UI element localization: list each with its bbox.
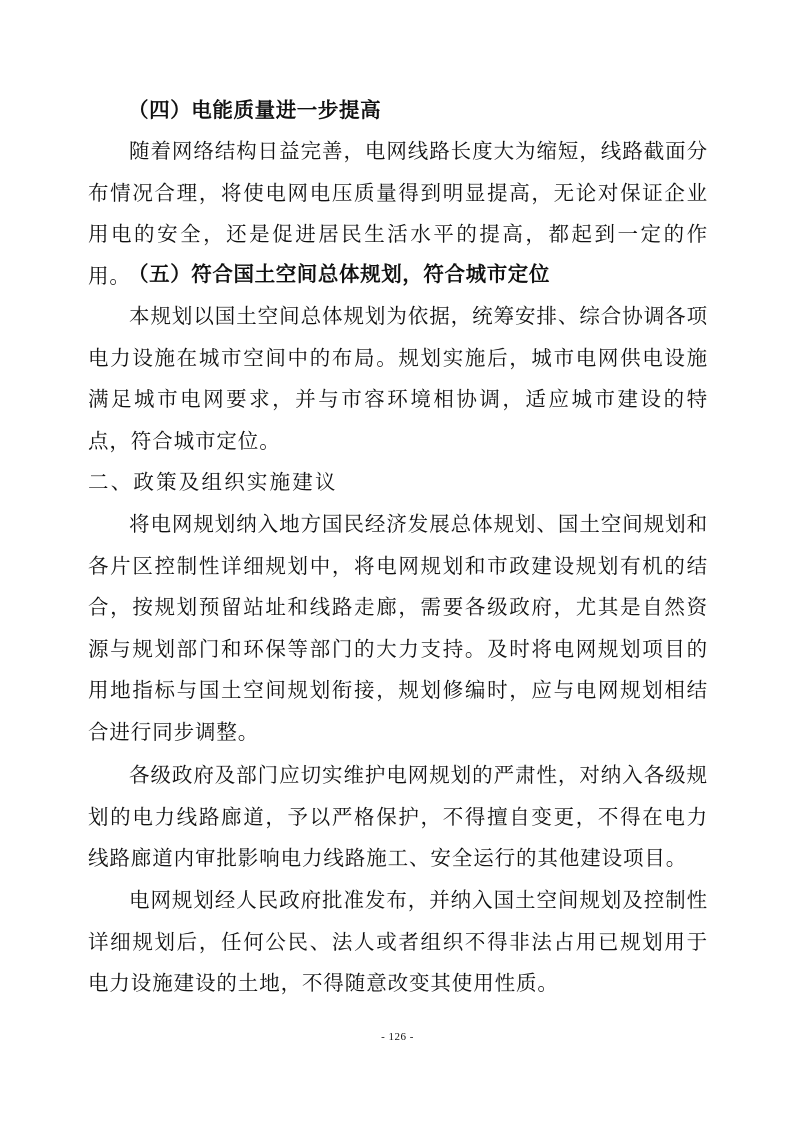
paragraph-power-quality: 随着网络结构日益完善，电网线路长度大为缩短，线路截面分布情况合理，将使电网电压质量得到明显提高，无论对保证企业用电的安全，还是促进居民生活水平的提高，都起到一定的作用。 xyxy=(88,139,708,288)
section-title-policy-suggestions: 二、政策及组织实施建议 xyxy=(88,470,338,494)
section-heading-power-quality: （四）电能质量进一步提高 xyxy=(128,98,382,122)
paragraph-spatial-planning: 本规划以国土空间总体规划为依据，统筹安排、综合协调各项电力设施在城市空间中的布局。规划实施后，城市电网供电设施满足城市电网要求，并与市容环境相协调，适应城市建设的特点，符合城市定位。 xyxy=(88,304,708,453)
section-heading-spatial-planning: （五）符合国土空间总体规划，符合城市定位 xyxy=(128,262,550,286)
page-number: - 126 - xyxy=(381,1031,414,1043)
paragraph-policy-integration: 将电网规划纳入地方国民经济发展总体规划、国土空间规划和各片区控制性详细规划中，将电网规划和市政建设规划有机的结合，按规划预留站址和线路走廊，需要各级政府，尤其是自然资源与规划部门和环保等部门的大力支持。及时将电网规划项目的用地指标与国土空间规划衔接，规划修编时，应与电网规划相结合进行同步调整。 xyxy=(88,512,708,744)
paragraph-land-use: 电网规划经人民政府批准发布，并纳入国土空间规划及控制性详细规划后，任何公民、法人或者组织不得非法占用已规划用于电力设施建设的土地，不得随意改变其使用性质。 xyxy=(88,888,708,996)
paragraph-corridor-protection: 各级政府及部门应切实维护电网规划的严肃性，对纳入各级规划的电力线路廊道，予以严格保护，不得擅自变更，不得在电力线路廊道内审批影响电力线路施工、安全运行的其他建设项目。 xyxy=(88,763,708,871)
